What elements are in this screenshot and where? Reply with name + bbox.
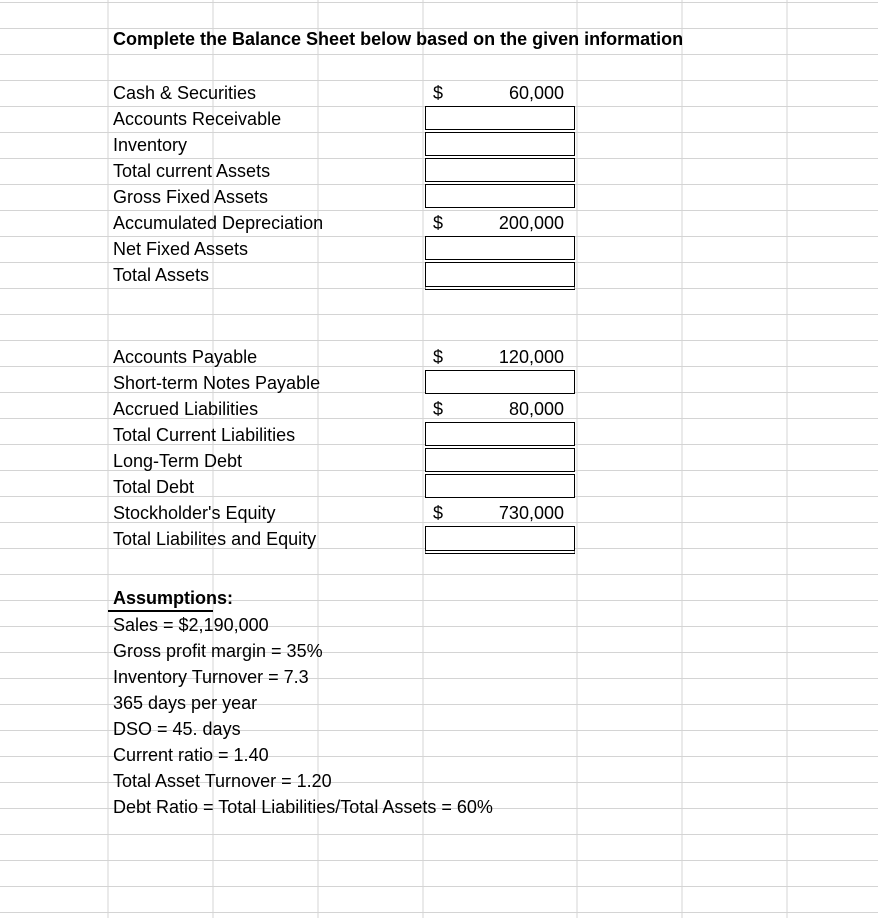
assumption-item: Current ratio = 1.40: [113, 745, 269, 765]
value-accounts-payable: 120,000: [498, 347, 564, 367]
label-net-fixed-assets: Net Fixed Assets: [113, 239, 249, 259]
label-accounts-payable: Accounts Payable: [113, 347, 258, 367]
label-inventory: Inventory: [113, 135, 188, 155]
label-stockholders-equity: Stockholder's Equity: [113, 503, 276, 523]
sheet-title: Complete the Balance Sheet below based on the given information: [113, 29, 684, 49]
input-total-debt[interactable]: [425, 474, 575, 498]
input-total-assets[interactable]: [425, 262, 575, 290]
input-total-current-assets[interactable]: [425, 158, 575, 182]
input-gross-fixed-assets[interactable]: [425, 184, 575, 208]
label-total-current-assets: Total current Assets: [113, 161, 271, 181]
label-accounts-receivable: Accounts Receivable: [113, 109, 282, 129]
currency-accounts-payable: $: [433, 347, 444, 367]
assumptions-heading: Assumptions:: [113, 588, 234, 608]
input-total-current-liabilities[interactable]: [425, 422, 575, 446]
input-accounts-receivable[interactable]: [425, 106, 575, 130]
currency-stockholders-equity: $: [433, 503, 444, 523]
label-cash-securities: Cash & Securities: [113, 83, 257, 103]
assumption-item: Total Asset Turnover = 1.20: [113, 771, 332, 791]
value-cash: 60,000: [508, 83, 564, 103]
value-accrued-liabilities: 80,000: [508, 399, 564, 419]
currency-cash: $: [433, 83, 444, 103]
currency-accumulated-depreciation: $: [433, 213, 444, 233]
assumption-item: Inventory Turnover = 7.3: [113, 667, 309, 687]
input-inventory[interactable]: [425, 132, 575, 156]
label-total-assets: Total Assets: [113, 265, 210, 285]
label-total-debt: Total Debt: [113, 477, 195, 497]
input-long-term-debt[interactable]: [425, 448, 575, 472]
assumption-item: Sales = $2,190,000: [113, 615, 269, 635]
currency-accrued-liabilities: $: [433, 399, 444, 419]
value-stockholders-equity: 730,000: [498, 503, 564, 523]
value-accumulated-depreciation: 200,000: [498, 213, 564, 233]
input-net-fixed-assets[interactable]: [425, 236, 575, 260]
label-total-liabilities-equity: Total Liabilites and Equity: [113, 529, 317, 549]
input-total-liabilities-equity[interactable]: [425, 526, 575, 554]
label-accrued-liabilities: Accrued Liabilities: [113, 399, 259, 419]
assumption-item: DSO = 45. days: [113, 719, 241, 739]
label-long-term-debt: Long-Term Debt: [113, 451, 243, 471]
assumptions-heading-underline: [108, 610, 213, 612]
assumption-item: 365 days per year: [113, 693, 258, 713]
assumption-item: Gross profit margin = 35%: [113, 641, 323, 661]
label-short-term-notes: Short-term Notes Payable: [113, 373, 321, 393]
input-short-term-notes[interactable]: [425, 370, 575, 394]
label-accumulated-depreciation: Accumulated Depreciation: [113, 213, 324, 233]
label-total-current-liabilities: Total Current Liabilities: [113, 425, 296, 445]
assumption-item: Debt Ratio = Total Liabilities/Total Assets = 60%: [113, 797, 493, 817]
label-gross-fixed-assets: Gross Fixed Assets: [113, 187, 269, 207]
